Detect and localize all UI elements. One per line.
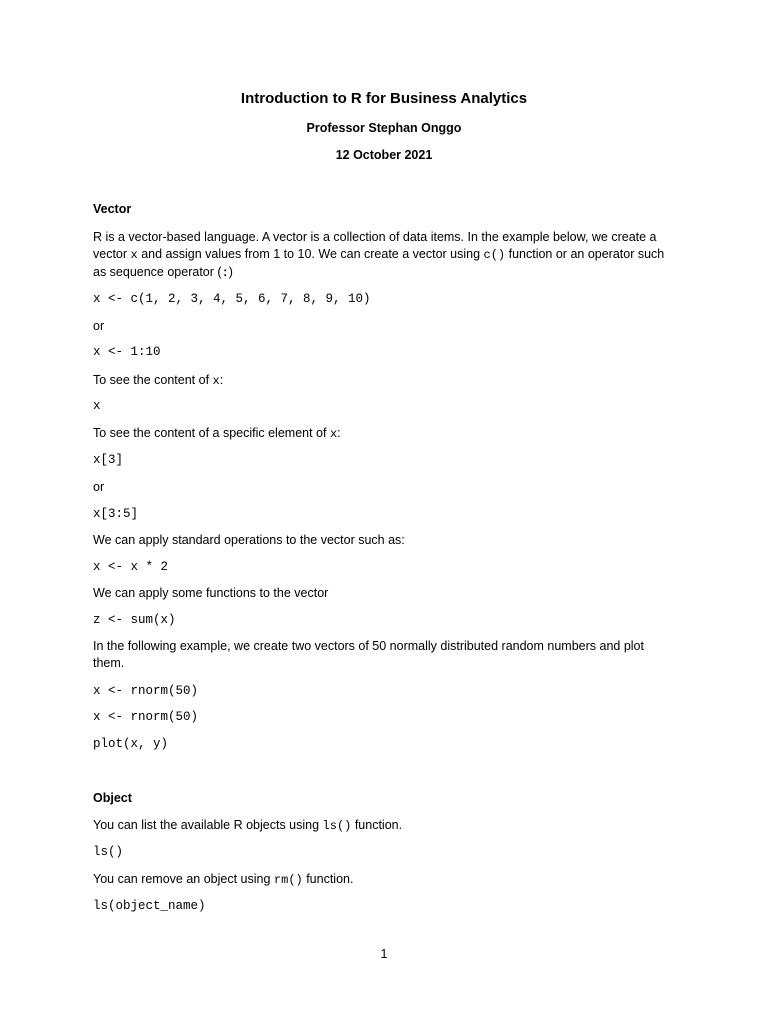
code-line: ls() xyxy=(93,845,124,859)
inline-code: ls() xyxy=(322,819,352,833)
paragraph-text: To see the content of x: xyxy=(93,373,224,388)
code-line: x <- rnorm(50) xyxy=(93,684,199,698)
inline-code: x xyxy=(212,374,220,388)
code-line: x <- c(1, 2, 3, 4, 5, 6, 7, 8, 9, 10) xyxy=(93,292,371,306)
code-line: x xyxy=(93,399,101,413)
paragraph-text: or xyxy=(93,319,105,333)
code-line: plot(x, y) xyxy=(93,737,169,751)
code-line: x <- rnorm(50) xyxy=(93,710,199,724)
inline-code: x xyxy=(329,427,338,441)
code-line: x[3:5] xyxy=(93,507,139,521)
paragraph-text: To see the content of a specific element of x: xyxy=(93,426,341,441)
paragraph-text: In the following example, we create two vectors of 50 normally distributed random numbers and plot them. xyxy=(93,639,644,670)
section-heading-object: Object xyxy=(93,791,132,805)
code-line: z <- sum(x) xyxy=(93,613,176,627)
inline-code: x xyxy=(130,248,138,262)
page-number: 1 xyxy=(380,947,388,961)
document-author: Professor Stephan Onggo xyxy=(306,121,462,135)
paragraph-text: You can list the available R objects using ls() function. xyxy=(93,818,403,833)
code-line: ls(object_name) xyxy=(93,899,206,913)
vector-intro-paragraph: R is a vector-based language. A vector is a collection of data items. In the example below, we create a vector x and assign values from 1 to 10. We can create a vector using c() function or an operator such as sequence operator (:) xyxy=(93,230,665,280)
paragraph-text: We can apply standard operations to the vector such as: xyxy=(93,533,405,547)
inline-code: rm() xyxy=(273,873,303,887)
paragraph-text: We can apply some functions to the vector xyxy=(93,586,329,600)
document-title: Introduction to R for Business Analytics xyxy=(240,90,528,107)
code-line: x[3] xyxy=(93,453,124,467)
code-line: x <- x * 2 xyxy=(93,560,169,574)
inline-code: : xyxy=(221,266,229,280)
code-line: x <- 1:10 xyxy=(93,345,161,359)
paragraph-text: or xyxy=(93,480,105,494)
document-date: 12 October 2021 xyxy=(335,148,433,162)
inline-code: c() xyxy=(483,248,506,262)
section-heading-vector: Vector xyxy=(93,202,132,216)
paragraph-text: You can remove an object using rm() function. xyxy=(93,872,354,887)
